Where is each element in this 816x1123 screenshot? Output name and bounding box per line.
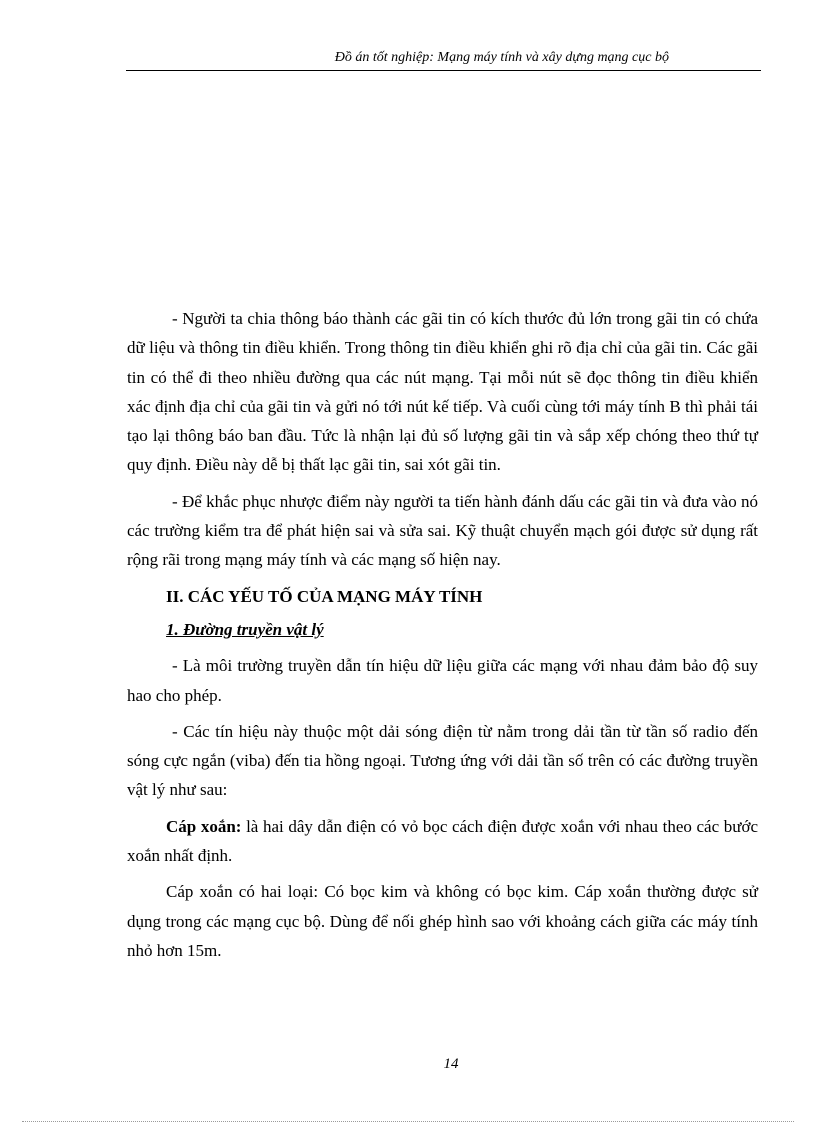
paragraph-text: - Để khắc phục nhược điểm này người ta tiến hành đánh dấu các gãi tin và đưa vào nó các trường kiểm tra để phát hiện sai và sửa sai. Kỹ thuật chuyển mạch gói được sử dụng rất rộng rãi trong mạng máy tính và các mạng số hiện nay.: [127, 491, 758, 570]
paragraph-medium: [127, 651, 758, 710]
page-content: [127, 304, 758, 972]
subsection-heading: 1. Đường truyền vật lý: [166, 619, 324, 639]
paragraph-signal-bands: [127, 717, 758, 805]
paragraph-packet-split: [127, 304, 758, 480]
paragraph-text: - Người ta chia thông báo thành các gãi tin có kích thước đủ lớn trong gãi tin có chứa dữ liệu và thông tin điều khiển. Trong thông tin điều khiển ghi rõ địa chỉ của gãi tin. Các gãi tin có thể đi theo nhiều đường qua các nút mạng. Tại mỗi nút sẽ đọc thông tin điều khiển xác định địa chỉ của gãi tin và gửi nó tới nút kế tiếp. Và cuối cùng tới máy tính B thì phải tái tạo lại thông báo ban đầu. Tức là nhận lại đủ số lượng gãi tin và sắp xếp chóng theo thứ tự quy định. Điều này dễ bị thất lạc gãi tin, sai xót gãi tin.: [127, 309, 758, 475]
paragraph-text: là hai dây dẫn điện có vỏ bọc cách điện được xoắn với nhau theo các bước xoắn nhất định.: [127, 816, 758, 866]
term-twisted-pair: Cáp xoắn:: [166, 816, 242, 836]
section-heading: II. CÁC YẾU TỐ CỦA MẠNG MÁY TÍNH: [166, 586, 483, 606]
paragraph-packet-fix: [127, 487, 758, 575]
paragraph-twisted-pair: [127, 812, 758, 871]
page-header: [126, 46, 761, 71]
page-number: [0, 1056, 816, 1073]
bottom-divider: [22, 1121, 794, 1122]
page-number-text: 14: [443, 1056, 459, 1072]
paragraph-twisted-pair-types: [127, 877, 758, 965]
paragraph-text: Cáp xoắn có hai loại: Có bọc kim và không có bọc kim. Cáp xoắn thường được sử dụng trong các mạng cục bộ. Dùng để nối ghép hình sao với khoảng cách giữa các máy tính nhỏ hơn 15m.: [127, 882, 758, 960]
paragraph-text: - Các tín hiệu này thuộc một dải sóng điện từ nằm trong dải tần từ tần số radio đến sóng cực ngắn (viba) đến tia hồng ngoại. Tương ứng với dải tần số trên có các đường truyền vật lý như sau:: [127, 721, 758, 800]
header-title: Đồ án tốt nghiệp: Mạng máy tính và xây dựng mạng cục bộ: [334, 50, 669, 65]
paragraph-text: - Là môi trường truyền dẫn tín hiệu dữ liệu giữa các mạng với nhau đảm bảo độ suy hao cho phép.: [127, 656, 758, 705]
